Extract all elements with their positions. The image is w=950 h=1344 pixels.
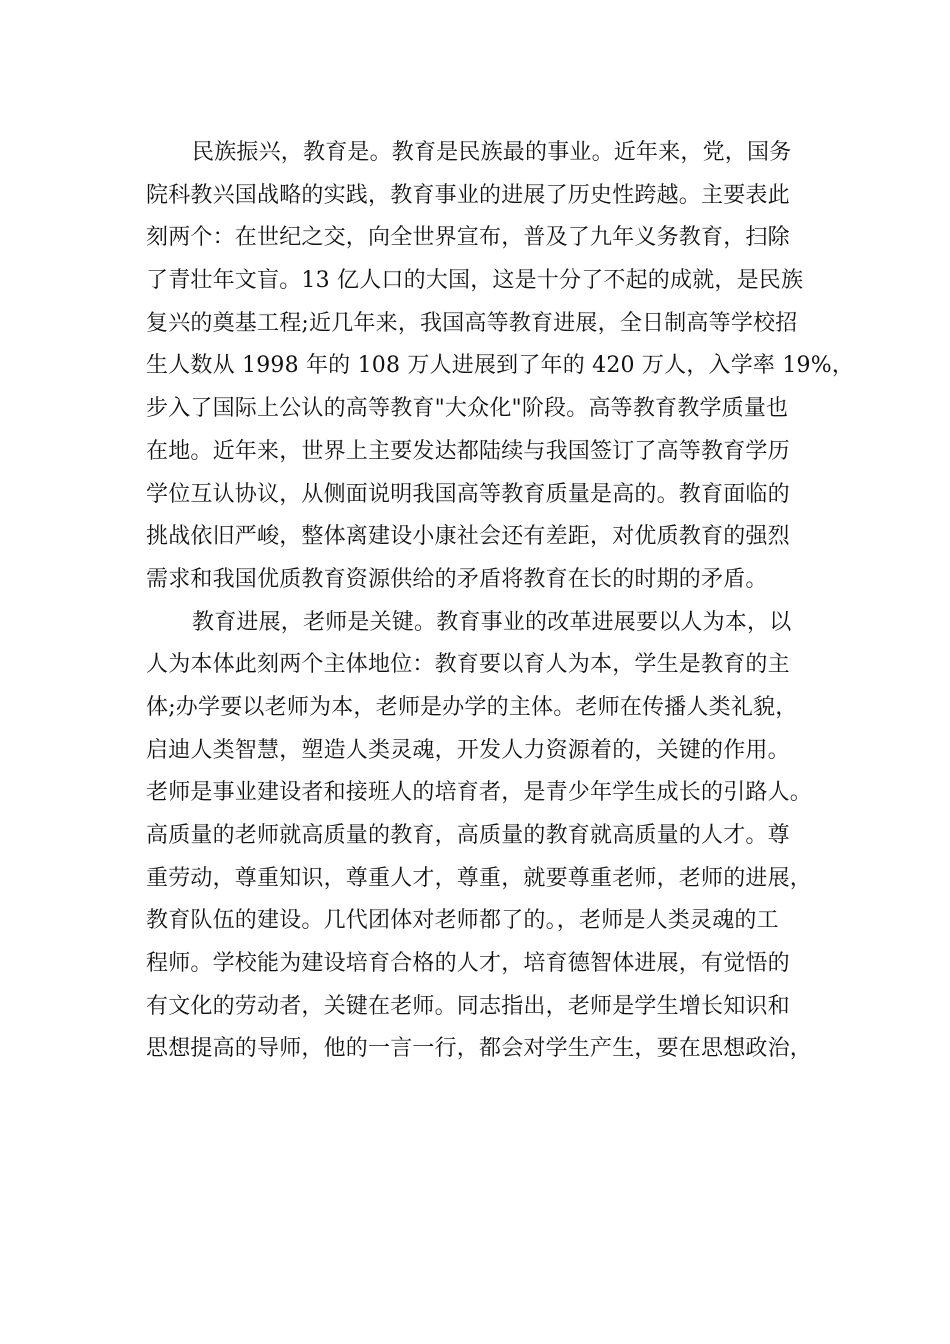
- paragraph-2-line: 体;办学要以老师为本，老师是办学的主体。老师在传播人类礼貌，: [146, 694, 798, 720]
- paragraph-2-line: 人为本体此刻两个主体地位：教育要以育人为本，学生是教育的主: [146, 652, 790, 678]
- paragraph-1-line: 了青壮年文盲。13 亿人口的大国，这是十分了不起的成就，是民族: [146, 268, 804, 294]
- paragraph-2-line: 启迪人类智慧，塑造人类灵魂，开发人力资源着的，关键的作用。: [146, 737, 790, 763]
- paragraph-1-line: 在地。近年来，世界上主要发达都陆续与我国签订了高等教育学历: [146, 438, 790, 464]
- paragraph-2-line: 重劳动，尊重知识，尊重人才，尊重，就要尊重老师，老师的进展，: [146, 865, 813, 891]
- paragraph-1-line: 院科教兴国战略的实践，教育事业的进展了历史性跨越。主要表此: [146, 182, 790, 208]
- paragraph-2-line: 高质量的老师就高质量的教育，高质量的教育就高质量的人才。尊: [146, 823, 790, 848]
- paragraph-2-line: 教育进展，老师是关键。教育事业的改革进展要以人为本，以: [192, 609, 792, 635]
- paragraph-1-line: 民族振兴，教育是。教育是民族最的事业。近年来，党，国务: [192, 140, 792, 165]
- paragraph-2-line: 有文化的劳动者，关键在老师。同志指出，老师是学生增长知识和: [146, 993, 790, 1019]
- paragraph-2-line: 程师。学校能为建设培育合格的人才，培育德智体进展，有觉悟的: [146, 951, 790, 977]
- paragraph-1-line: 步入了国际上公认的高等教育"大众化"阶段。高等教育教学质量也: [146, 396, 789, 422]
- paragraph-1-line: 挑战依旧严峻，整体离建设小康社会还有差距，对优质教育的强烈: [146, 524, 790, 550]
- paragraph-1-line: 复兴的奠基工程;近几年来，我国高等教育进展，全日制高等学校招: [146, 310, 798, 336]
- paragraph-2-line: 思想提高的导师，他的一言一行，都会对学生产生，要在思想政治，: [146, 1036, 813, 1062]
- paragraph-1-line: 生人数从 1998 年的 108 万人进展到了年的 420 万人，入学率 19%，: [146, 353, 855, 379]
- paragraph-1-line: 刻两个：在世纪之交，向全世界宣布，普及了九年义务教育，扫除: [146, 225, 790, 251]
- paragraph-1-line: 需求和我国优质教育资源供给的矛盾将教育在长的时期的矛盾。: [146, 566, 768, 592]
- paragraph-2-line: 教育队伍的建设。几代团体对老师都了的。，老师是人类灵魂的工: [146, 908, 779, 934]
- paragraph-2-line: 老师是事业建设者和接班人的培育者，是青少年学生成长的引路人。: [146, 780, 813, 806]
- paragraph-1-line: 学位互认协议，从侧面说明我国高等教育质量是高的。教育面临的: [146, 481, 790, 507]
- body-text: [146, 132, 855, 1071]
